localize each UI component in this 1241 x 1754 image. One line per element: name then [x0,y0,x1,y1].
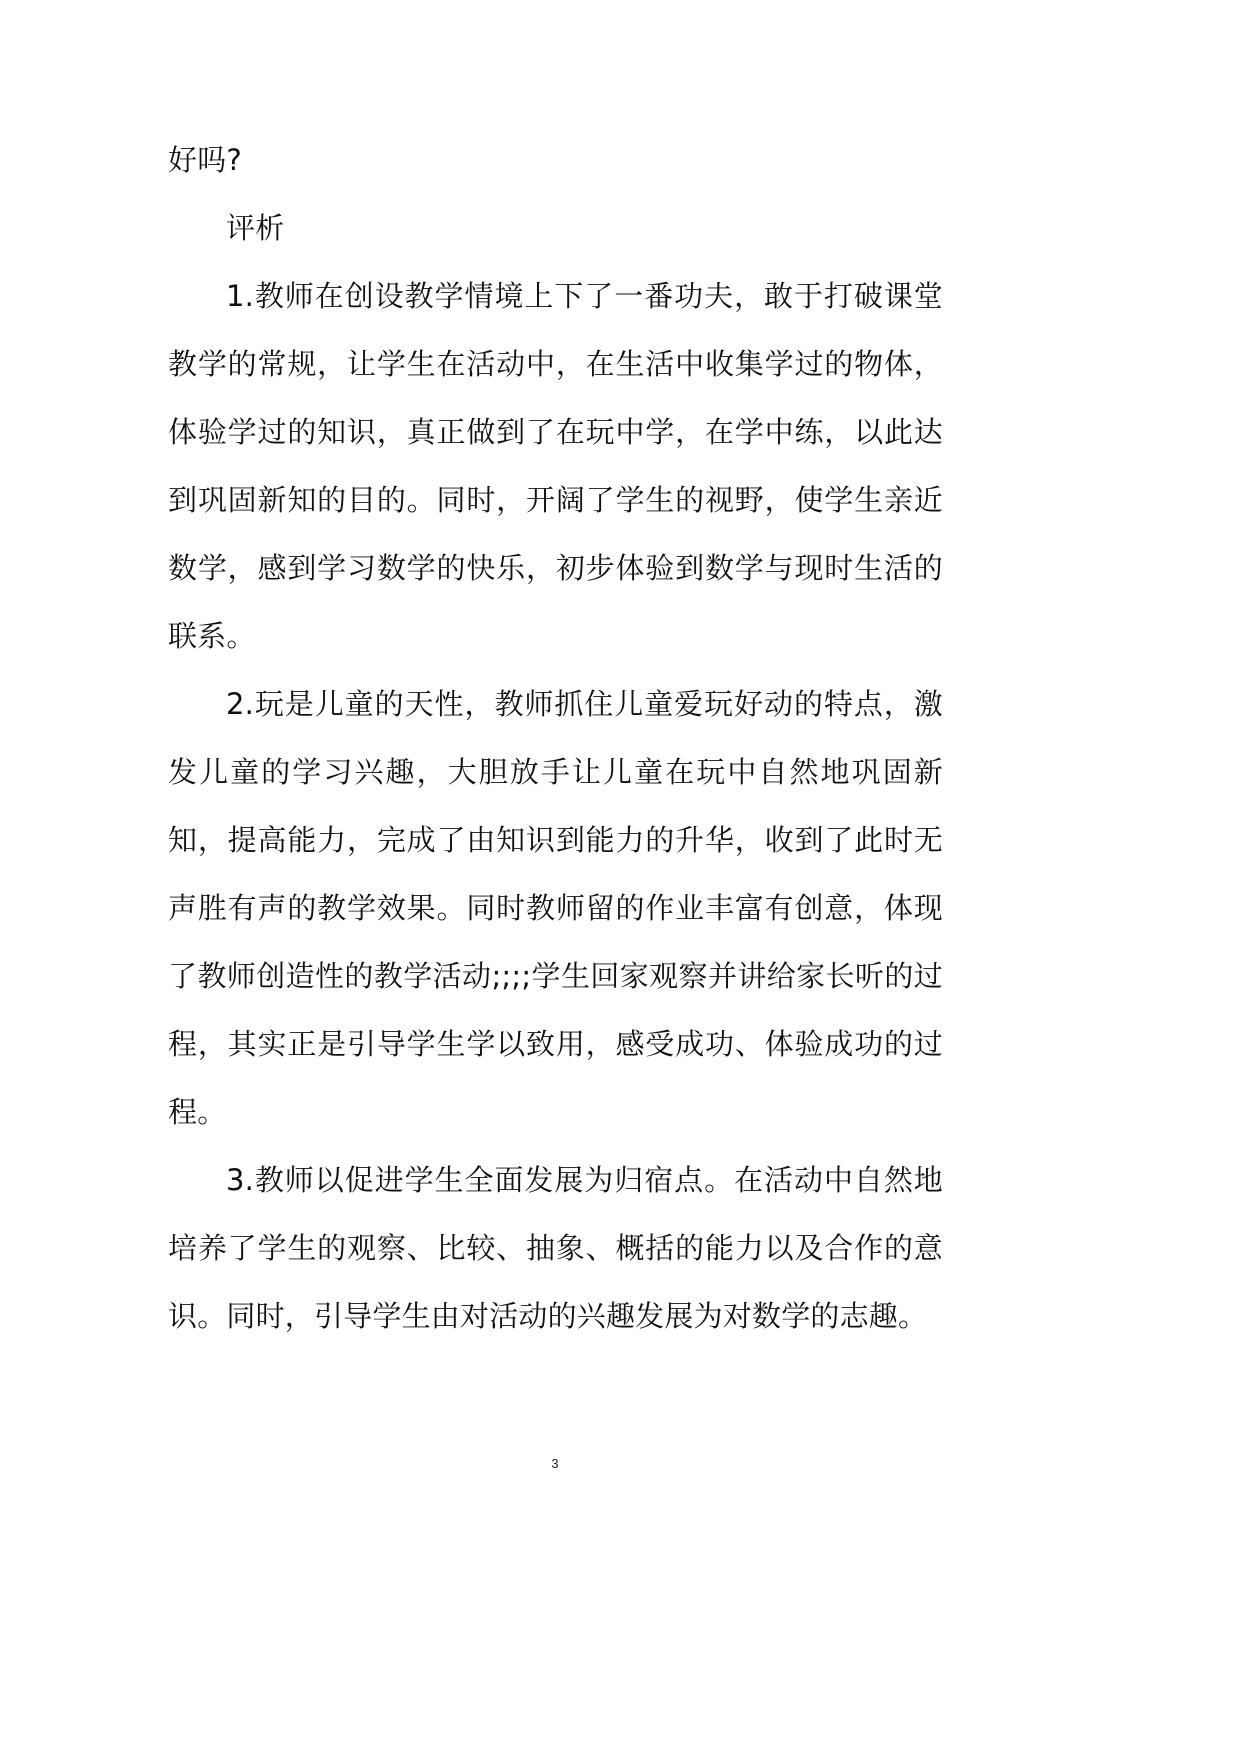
section-heading-analysis: 评析 [226,211,285,245]
paragraph-continuation: 好吗? [168,143,242,177]
paragraph-point-3: 3.教师以促进学生全面发展为归宿点。在活动中自然地培养了学生的观察、比较、抽象、概括的能力以及合作的意识。同时，引导学生由对活动的兴趣发展为对数学的志趣。 [168,1163,943,1333]
paragraph-point-1: 1.教师在创设教学情境上下了一番功夫，敢于打破课堂教学的常规，让学生在活动中，在生活中收集学过的物体，体验学过的知识，真正做到了在玩中学，在学中练，以此达到巩固新知的目的。同时，开阔了学生的视野，使学生亲近数学，感到学习数学的快乐，初步体验到数学与现时生活的联系。 [168,279,943,653]
paragraph-point-2: 2.玩是儿童的天性，教师抓住儿童爱玩好动的特点，激发儿童的学习兴趣，大胆放手让儿童在玩中自然地巩固新知，提高能力，完成了由知识到能力的升华，收到了此时无声胜有声的教学效果。同时教师留的作业丰富有创意，体现了教师创造性的教学活动;;;;学生回家观察并讲给家长听的过程，其实正是引导学生学以致用，感受成功、体验成功的过程。 [168,687,943,1129]
document-body [168,126,943,1350]
page-number: 3 [551,1456,559,1471]
